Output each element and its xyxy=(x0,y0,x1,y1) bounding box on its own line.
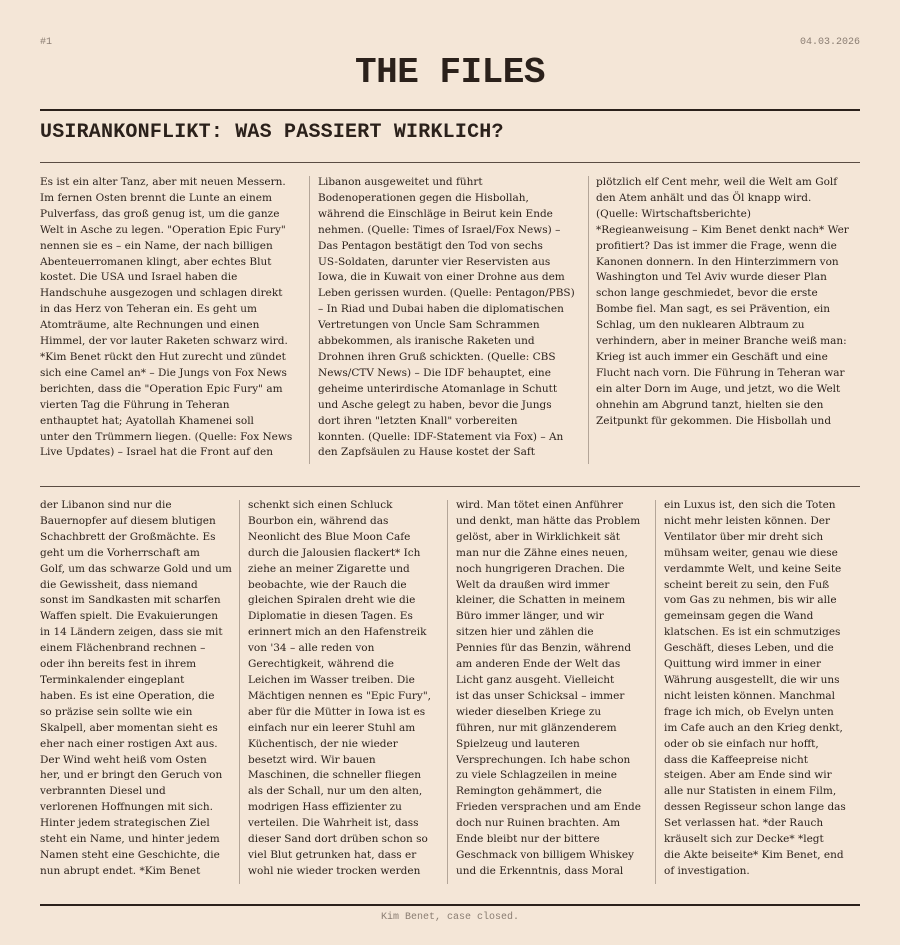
article-headline: USIRANKONFLIKT: WAS PASSIERT WIRKLICH? xyxy=(40,121,504,144)
bottom-column-2: schenkt sich einen Schluck Bourbon ein, während das Neonlicht des Blue Moon Cafe durch die Jalousien flackert* Ich ziehe an meiner Zigarette und beobachte, wie der Rauch die gleichen Spiralen dreht wie die Diplomatie in diesen Tagen. Es erinnert mich an den Hafenstreik von '34 – alle reden von Gerechtigkeit, während die Leichen im Wasser treiben. Die Mächtigen nennen es "Epic Fury", aber für die Mütter in Iowa ist es einfach nur ein leerer Stuhl am Küchentisch, der nie wieder besetzt wird. Wir bauen Maschinen, die schneller fliegen als der Schall, nur um den alten, modrigen Hass effizienter zu verteilen. Die Wahrheit ist, dass dieser Sand dort drüben schon so viel Blut getrunken hat, dass er wohl nie wieder trocken werden xyxy=(248,499,431,877)
headline-rule xyxy=(40,162,860,163)
column-divider xyxy=(309,176,310,464)
top-column-1: Es ist ein alter Tanz, aber mit neuen Messern. Im fernen Osten brennt die Lunte an einem Pulverfass, das groß genug ist, um die ganze Welt in Asche zu legen. "Operation Epic Fury" nennen sie es – ein Name, der nach billigen Abenteuerromanen klingt, aber echtes Blut kostet. Die USA und Israel haben die Handschuhe ausgezogen und schlagen direkt in das Herz von Teheran ein. Es geht um Atomträume, alte Rechnungen und einen Himmel, der vor lauter Raketen schwarz wird. *Kim Benet rückt den Hut zurecht und zündet sich eine Camel an* – Die Jungs von Fox News berichten, dass die "Operation Epic Fury" am vierten Tag die Führung in Teheran enthauptet hat; Ayatollah Khamenei soll unter den Trümmern liegen. (Quelle: Fox News Live Updates) – Israel hat die Front auf den xyxy=(40,176,293,459)
issue-number: #1 xyxy=(40,37,53,48)
masthead-rule xyxy=(40,109,860,111)
column-divider xyxy=(655,500,656,884)
section-rule xyxy=(40,486,860,487)
bottom-column-3: wird. Man tötet einen Anführer und denkt, man hätte das Problem gelöst, aber in Wirklichkeit sät man nur die Zähne eines neuen, noch hungrigeren Drachen. Die Welt da draußen wird immer kleiner, die Schatten in meinem Büro immer länger, und wir sitzen hier und zählen die Pennies für das Benzin, während am anderen Ende der Welt das Licht ganz ausgeht. Vielleicht ist das unser Schicksal – immer wieder dieselben Kriege zu führen, nur mit glänzenderem Spielzeug und lauteren Versprechungen. Ich habe schon zu viele Schlagzeilen in meine Remington gehämmert, die Frieden versprachen und am Ende doch nur Ruinen brachten. Am Ende bleibt nur der bittere Geschmack von billigem Whiskey und die Erkenntnis, dass Moral xyxy=(456,499,641,877)
column-divider xyxy=(239,500,240,884)
bottom-column-1: der Libanon sind nur die Bauernopfer auf diesem blutigen Schachbrett der Großmächte. Es geht um die Vorherrschaft am Golf, um das schwarze Gold und um die Gewissheit, dass niemand sonst im Sandkasten mit scharfen Waffen spielt. Die Evakuierungen in 14 Ländern zeigen, dass sie mit einem Flächenbrand rechnen – oder ihn bereits fest in ihrem Terminkalender eingeplant haben. Es ist eine Operation, die so präzise sein sollte wie ein Skalpell, aber momentan sieht es eher nach einer rostigen Axt aus. Der Wind weht heiß vom Osten her, und er bringt den Geruch von verbrannten Diesel und verlorenen Hoffnungen mit sich. Hinter jedem strategischen Ziel steht ein Name, und hinter jedem Namen steht eine Geschichte, die nun abrupt endet. *Kim Benet xyxy=(40,499,232,877)
top-column-2: Libanon ausgeweitet und führt Bodenoperationen gegen die Hisbollah, während die Einschläge in Beirut kein Ende nehmen. (Quelle: Times of Israel/Fox News) – Das Pentagon bestätigt den Tod von sechs US-Soldaten, darunter vier Reservisten aus Iowa, die in Kuwait von einer Drohne aus dem Leben gerissen wurden. (Quelle: Pentagon/PBS) – In Riad und Dubai haben die diplomatischen Vertretungen von Uncle Sam Schrammen abbekommen, als iranische Raketen und Drohnen ihren Gruß schickten. (Quelle: CBS News/CTV News) – Die IDF behauptet, eine geheime unterirdische Atomanlage in Schutt und Asche gelegt zu haben, bevor die Jungs dort ihren "letzten Knall" vorbereiten konnten. (Quelle: IDF-Statement via Fox) – An den Zapfsäulen zu Hause kostet der Saft xyxy=(318,176,575,459)
masthead-title: THE FILES xyxy=(355,52,545,93)
issue-date: 04.03.2026 xyxy=(799,37,860,48)
footer-rule xyxy=(40,904,860,906)
column-divider xyxy=(447,500,448,884)
bottom-column-4: ein Luxus ist, den sich die Toten nicht mehr leisten können. Der Ventilator über mir dreht sich mühsam weiter, genau wie diese verdammte Welt, und keine Seite scheint bereit zu sein, den Fuß vom Gas zu nehmen, bis wir alle gemeinsam gegen die Wand klatschen. Es ist ein schmutziges Geschäft, dieses Leben, und die Quittung wird immer in einer Währung ausgestellt, die wir uns nicht leisten können. Manchmal frage ich mich, ob Evelyn unten im Cafe auch an den Krieg denkt, oder ob sie einfach nur hofft, dass die Kaffeepreise nicht steigen. Aber am Ende sind wir alle nur Statisten in einem Film, dessen Regisseur schon lange das Set verlassen hat. *der Rauch kräuselt sich zur Decke* *legt die Akte beiseite* Kim Benet, end of investigation. xyxy=(664,499,846,877)
top-column-3: plötzlich elf Cent mehr, weil die Welt am Golf den Atem anhält und das Öl knapp wird. (Quelle: Wirtschaftsberichte) *Regieanweisung – Kim Benet denkt nach* Wer profitiert? Das ist immer die Frage, wenn die Kanonen donnern. In den Hinterzimmern von Washington und Tel Aviv wurde dieser Plan schon lange geschmiedet, bevor die erste Bombe fiel. Man sagt, es sei Prävention, ein Schlag, um den nuklearen Albtraum zu verhindern, aber in meiner Branche weiß man: Krieg ist auch immer ein Geschäft und eine Flucht nach vorn. Die Führung in Teheran war ein alter Dorn im Auge, und jetzt, wo die Welt ohnehin am Abgrund tanzt, hielten sie den Zeitpunkt für gekommen. Die Hisbollah und xyxy=(596,176,849,427)
column-divider xyxy=(588,176,589,464)
footer-signoff: Kim Benet, case closed. xyxy=(380,912,520,923)
